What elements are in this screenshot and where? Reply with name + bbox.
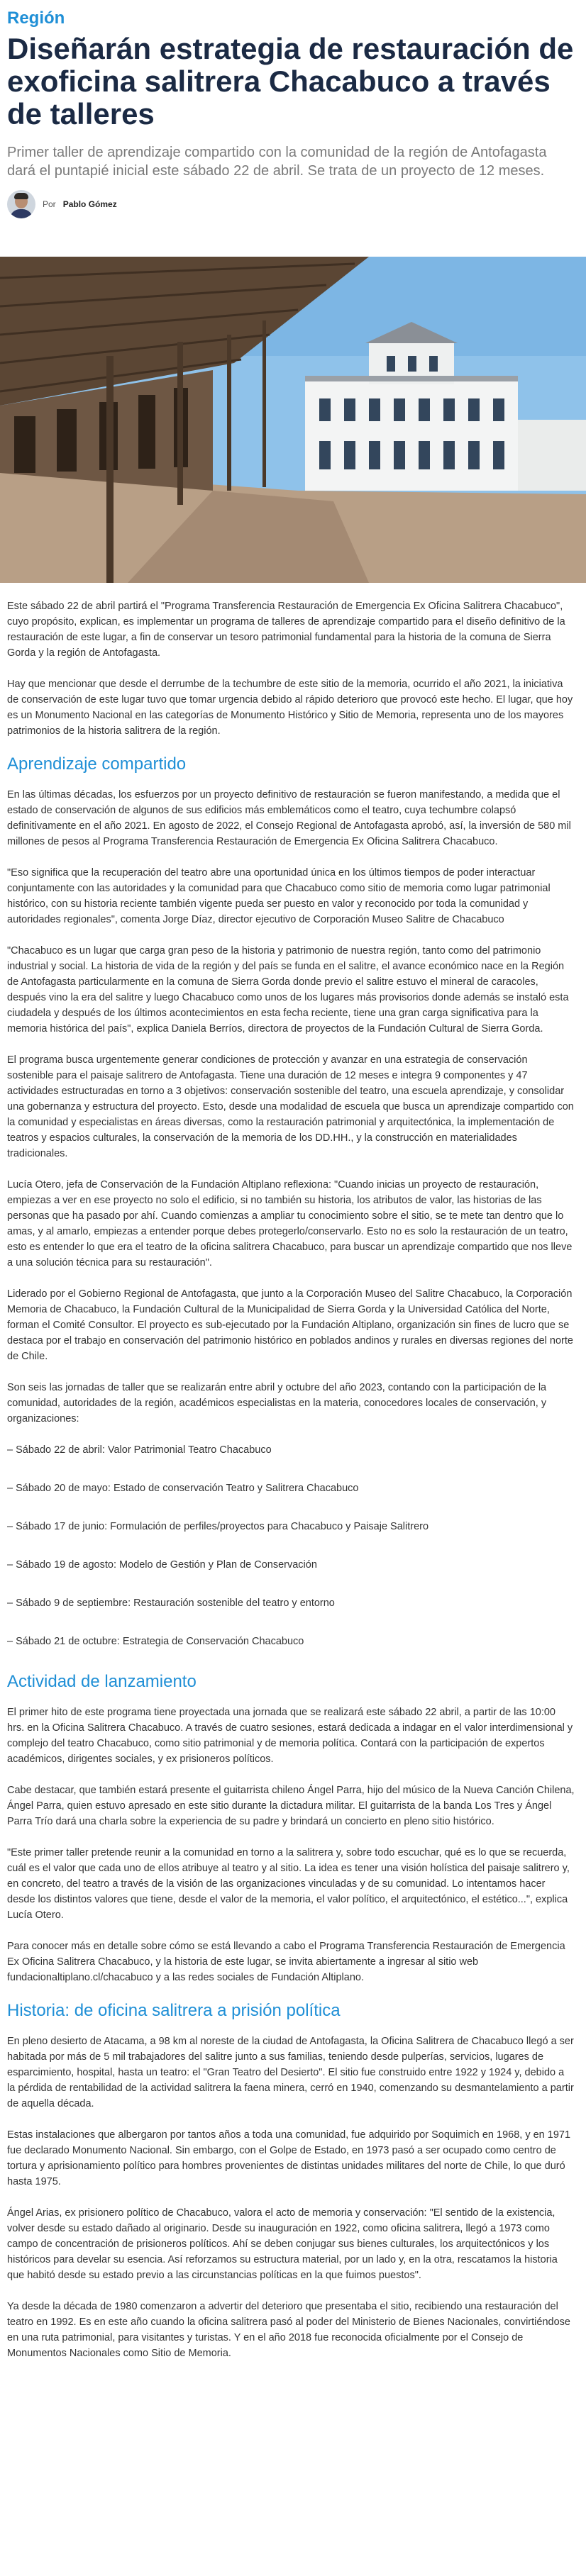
byline [7, 190, 575, 218]
paragraph: El primer hito de este programa tiene proyectada una jornada que se realizará este sábado 22 abril, a partir de las 10:00 hrs. en la Oficina Salitrera Chacabuco. A través de cuatro sesiones, estará dedicada a indagar en el valor interdimensional y complejo del teatro Chacabuco, como sitio patrimonial y de memoria política. Contará con la participación de expertos académicos, dirigentes sociales, y ex prisioneros políticos. [7, 1707, 573, 1765]
heading-historia: Historia: de oficina salitrera a prisión política [7, 2001, 341, 2020]
heading-aprendizaje: Aprendizaje compartido [7, 754, 187, 774]
paragraph: Ya desde la década de 1980 comenzaron a advertir del deterioro que presentaba el sitio, recibiendo una restauración del teatro en 1992. Es en este año cuando la oficina salitrera pasó al poder del Ministerio de Bienes Nacionales, convirtiéndose en una ruta patrimonial, para visitantes y turistas. Y en el año 2018 fue reconocida oficialmente por el Consejo de Monumentos Nacionales como Sitio de Memoria. [7, 2301, 570, 2359]
lanzamiento-paragraphs [7, 1705, 575, 1985]
paragraph: Hay que mencionar que desde el derrumbe de la techumbre de este sitio de la memoria, ocurrido el año 2021, la iniciativa de conservación de este lugar tuvo que tomar urgencia debido al rápido deterioro que provocó este hecho. El lugar, que hoy es un Monumento Nacional en las categorías de Monumento Histórico y Sitio de Memoria, representa uno de los mayores patrimonios de la historia salitrera de la región. [7, 679, 573, 737]
hero-image [0, 257, 586, 583]
section-link[interactable]: Región [7, 9, 65, 28]
paragraph: Son seis las jornadas de taller que se realizarán entre abril y octubre del año 2023, contando con la participación de la comunidad, autoridades de la región, académicos especialistas en la materia, conocedores locales de conservación, y organizaciones: [7, 1382, 547, 1424]
workshop-item: – Sábado 17 de junio: Formulación de perfiles/proyectos para Chacabuco y Paisaje Salitrero [7, 1521, 429, 1532]
paragraph: Cabe destacar, que también estará presente el guitarrista chileno Ángel Parra, hijo del músico de la Nueva Canción Chilena, Ángel Parra, quien estuvo apresado en este sitio durante la dictadura militar. El guitarrista de la banda Los Tres y Ángel Parra Trío dará una charla sobre la experiencia de su padre y brindará un concierto en pleno sitio histórico. [7, 1785, 575, 1827]
workshop-item: – Sábado 20 de mayo: Estado de conservación Teatro y Salitrera Chacabuco [7, 1483, 359, 1494]
workshop-item: – Sábado 9 de septiembre: Restauración sostenible del teatro y entorno [7, 1598, 335, 1609]
author-avatar[interactable] [7, 190, 35, 218]
workshop-item: – Sábado 19 de agosto: Modelo de Gestión y Plan de Conservación [7, 1559, 317, 1571]
aprendizaje-paragraphs [7, 787, 575, 1427]
workshop-item: – Sábado 21 de octubre: Estrategia de Conservación Chacabuco [7, 1636, 304, 1647]
paragraph: Liderado por el Gobierno Regional de Antofagasta, que junto a la Corporación Museo del Salitre Chacabuco, la Corporación Memoria de Chacabuco, la Fundación Cultural de la Municipalidad de Sierra Gorda y la Universidad Católica del Norte, forman el Comité Consultor. El proyecto es sub-ejecutado por la Fundación Altiplano, organización sin fines de lucro que se destaca por el trabajo en conservación del patrimonio histórico en poblados andinos y rurales en diversas regiones del norte de Chile. [7, 1288, 573, 1362]
paragraph: Este sábado 22 de abril partirá el "Programa Transferencia Restauración de Emergencia Ex Oficina Salitrera Chacabuco", cuyo propósito, explican, es implementar un programa de talleres de aprendizaje compartido para el diseño definitivo de la restauración de este lugar, a fin de conservar un tesoro patrimonial fundamental para la historia de la comuna de Sierra Gorda y la región de Antofagasta. [7, 601, 565, 659]
intro-paragraphs [7, 598, 575, 739]
workshop-item: – Sábado 22 de abril: Valor Patrimonial Teatro Chacabuco [7, 1444, 272, 1456]
historia-paragraphs [7, 2034, 575, 2361]
salitrera-photo-illustration [0, 257, 586, 583]
article-lead: Primer taller de aprendizaje compartido con la comunidad de la región de Antofagasta dará el puntapié inicial este sábado 22 de abril. Se trata de un proyecto de 12 meses. [7, 145, 547, 179]
page-title: Diseñarán estrategia de restauración de exoficina salitrera Chacabuco a través de talleres [7, 32, 574, 130]
byline-prefix: Por [43, 199, 56, 209]
paragraph: En pleno desierto de Atacama, a 98 km al noreste de la ciudad de Antofagasta, la Oficina Salitrera de Chacabuco llegó a ser habitada por más de 5 mil trabajadores del salitre junto a sus familias, teniendo desde pulperías, servicios, lugares de esparcimiento, hospital, hasta un teatro: el "Gran Teatro del Desierto". El sitio fue construido entre 1922 y 1924 y, debido a la pérdida de rentabilidad de la actividad salitrera la faena minera, cerró en 1940, comenzando su desmantelamiento a partir de aquella década. [7, 2036, 574, 2109]
paragraph: Para conocer más en detalle sobre cómo se está llevando a cabo el Programa Transferencia Restauración de Emergencia Ex Oficina Salitrera Chacabuco, y la historia de este lugar, se invita abiertamente a ingresar al sitio web fundacionaltiplano.cl/chacabuco y a las redes sociales de Fundación Altiplano. [7, 1941, 565, 1983]
paragraph: En las últimas décadas, los esfuerzos por un proyecto definitivo de restauración se fueron manifestando, a medida que el estado de conservación de algunos de sus edificios más emblemáticos como el teatro, cuya techumbre colapsó definitivamente en el año 2021. En agosto de 2022, el Consejo Regional de Antofagasta aprobó, así, la inversión de 580 mil millones de pesos al Programa Transferencia Restauración de Emergencia Ex Oficina Salitrera Chacabuco. [7, 789, 571, 847]
paragraph: "Chacabuco es un lugar que carga gran peso de la historia y patrimonio de nuestra región, tanto como del patrimonio industrial y social. La historia de vida de la región y del país se funda en el salitre, el avance económico nace en la Región de Antofagasta particularmente en la comuna de Sierra Gorda donde previo el salitre estuvo el mineral de caracoles, después vino la era del salitre y luego Chacabuco como unos de los lugares más provisorios donde además se instaló esta ciudadela y después de los últimos acontecimientos en esta fecha reciente, tiene una gran carga significativa para la memoria histórica del país", explica Daniela Berríos, directora de proyectos de la Fundación Cultural de Sierra Gorda. [7, 945, 569, 1035]
author-link[interactable]: Pablo Gómez [62, 199, 117, 209]
paragraph: Estas instalaciones que albergaron por tantos años a toda una comunidad, fue adquirido por Soquimich en 1968, y en 1971 fue declarado Monumento Nacional. Sin embargo, con el Golpe de Estado, en 1973 pasó a ser ocupado como centro de tortura y aprisionamiento político para hombres provenientes de distintas unidades militares del norte de Chile, lo que duró hasta 1975. [7, 2129, 571, 2187]
paragraph: Ángel Arias, ex prisionero político de Chacabuco, valora el acto de memoria y conservación: "El sentido de la existencia, volver desde su estado dañado al originario. Desde su inauguración en 1922, como oficina salitrera, llegó a 1973 como campo de concentración de prisioneros políticos. Ahí se deben conjugar sus bienes culturales, los arquitectónicos y los históricos para develar su esencia. Así reforzamos su estructura material, por un lado y, en la otra, rescatamos la historia que habitó desde su estado previo a las circunstancias políticas en la que fuimos puestos". [7, 2207, 558, 2281]
heading-lanzamiento: Actividad de lanzamiento [7, 1672, 197, 1691]
paragraph: El programa busca urgentemente generar condiciones de protección y avanzar en una estrategia de conservación sostenible para el paisaje salitrero de Antofagasta. Tiene una duración de 12 meses e integra 9 componentes y 47 actividades estructuradas en torno a 3 objetivos: conservación sostenible del teatro, una escuela aprendizaje, y consolidar una gobernanza y estructura del proyecto. Esto, desde una modalidad de escuela que busca un aprendizaje compartido con la comunidad y especialistas en áreas diversas, como la restauración patrimonial y arquitectónica, la implementación de teatros y espacios culturales, la conservación de la memoria de los DD.HH., y la construcción en materialidades tradicionales. [7, 1054, 574, 1159]
paragraph: "Eso significa que la recuperación del teatro abre una oportunidad única en los últimos tiempos de poder interactuar conjuntamente con las autoridades y la comunidad para que Chacabuco como sitio de memoria como lugar patrimonial histórico, con su historia reciente también vigente pueda ser puesto en valor y reconocido por toda la comunidad y autoridades regionales", comenta Jorge Díaz, director ejecutivo de Corporación Museo Salitre de Chacabuco [7, 867, 551, 925]
workshop-list [7, 1442, 575, 1649]
paragraph: "Este primer taller pretende reunir a la comunidad en torno a la salitrera y, sobre todo escuchar, qué es lo que se recuerda, cuál es el valor que cada uno de ellos atribuye al teatro y al sitio. La idea es tener una visión holística del paisaje salitrero y, en concreto, del teatro a través de la visión de las organizaciones vinculadas y de su comunidad. Lo intentamos hacer desde los distintos valores que tiene, desde el valor de la memoria, el valor político, el arquitectónico, el estético...", explica Lucía Otero. [7, 1847, 570, 1921]
paragraph: Lucía Otero, jefa de Conservación de la Fundación Altiplano reflexiona: "Cuando inicias un proyecto de restauración, empiezas a ver en ese proyecto no solo el edificio, si no también su historia, los atributos de valor, las historias de las personas que ha pasado por ahí. Cuando comienzas a ampliar tu conocimiento sobre el sitio, se te mete tan dentro que lo amas, y al amarlo, empiezas a entender porque debes protegerlo/conservarlo. Esto no es solo la restauración de un teatro, esto es entender lo que era el teatro de la oficina salitrera Chacabuco, para buscar un aprendizaje compartido que nos lleve a una solución técnica para su restauración". [7, 1179, 573, 1269]
